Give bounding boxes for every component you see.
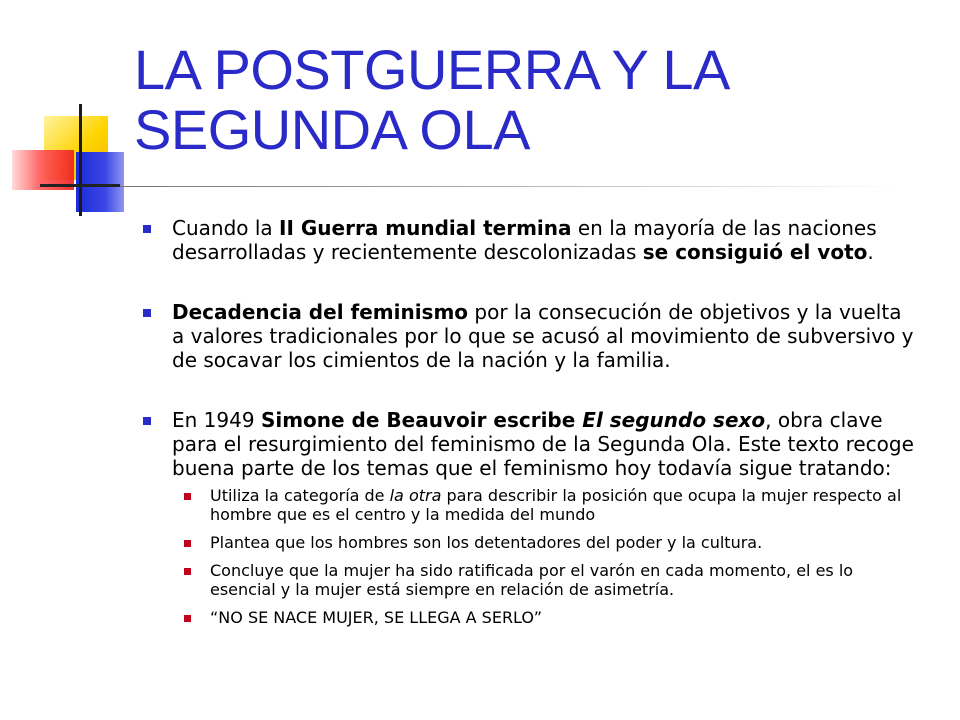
decor-vertical-line bbox=[79, 104, 82, 216]
italic-text: la otra bbox=[389, 486, 442, 505]
quote-text: “NO SE NACE MUJER, SE LLEGA A SERLO” bbox=[210, 608, 542, 627]
bold-text: se consiguió el voto bbox=[642, 240, 868, 264]
text: Utiliza la categoría de bbox=[210, 486, 390, 505]
sub-bullet-item-3 bbox=[180, 561, 920, 599]
decor-horizontal-line bbox=[40, 186, 900, 187]
sub-bullet-item-2 bbox=[180, 533, 920, 552]
text: Cuando la bbox=[172, 216, 280, 240]
sub-bullet-item-4 bbox=[180, 608, 920, 627]
square-sub-bullet-icon bbox=[184, 540, 191, 547]
text: . bbox=[867, 240, 874, 264]
text: En 1949 bbox=[172, 408, 261, 432]
square-sub-bullet-icon bbox=[184, 568, 191, 575]
slide-title: LA POSTGUERRA Y LA SEGUNDA OLA bbox=[134, 38, 727, 161]
text: , obra clave para el resurgimiento del feminismo de la Segunda Ola. Este texto recoge buena parte de los temas que el feminismo hoy todavía sigue tratando: bbox=[172, 408, 914, 480]
bullet-item-2 bbox=[140, 300, 920, 372]
text: para describir la posición que ocupa la mujer respecto al hombre que es el centro y la medida del mundo bbox=[210, 486, 902, 524]
bullet-list bbox=[140, 216, 920, 627]
bullet-item-3 bbox=[140, 408, 920, 627]
book-title: El segundo sexo bbox=[582, 408, 766, 432]
decor-blue-square bbox=[76, 152, 124, 212]
text: por la consecución de objetivos y la vuelta a valores tradicionales por lo que se acusó al movimiento de subversivo y de socavar los cimientos de la nación y la familia. bbox=[172, 300, 914, 372]
sub-bullet-item-1 bbox=[180, 486, 920, 524]
square-sub-bullet-icon bbox=[184, 615, 191, 622]
square-bullet-icon bbox=[143, 225, 151, 233]
decor-horizontal-accent bbox=[40, 184, 120, 187]
text: Plantea que los hombres son los detentadores del poder y la cultura. bbox=[210, 533, 763, 552]
bullet-item-1 bbox=[140, 216, 920, 264]
text: Concluye que la mujer ha sido ratificada por el varón en cada momento, el es lo esencial y la mujer está siempre en relación de asimetría. bbox=[210, 561, 854, 599]
bold-text: Decadencia del feminismo bbox=[172, 300, 469, 324]
sub-bullet-list bbox=[180, 486, 920, 627]
bold-text: Simone de Beauvoir escribe bbox=[260, 408, 583, 432]
square-bullet-icon bbox=[143, 309, 151, 317]
bold-text: II Guerra mundial termina bbox=[279, 216, 572, 240]
text: en la mayoría de las naciones desarrolladas y recientemente descolonizadas bbox=[172, 216, 877, 264]
square-sub-bullet-icon bbox=[184, 493, 191, 500]
square-bullet-icon bbox=[143, 417, 151, 425]
